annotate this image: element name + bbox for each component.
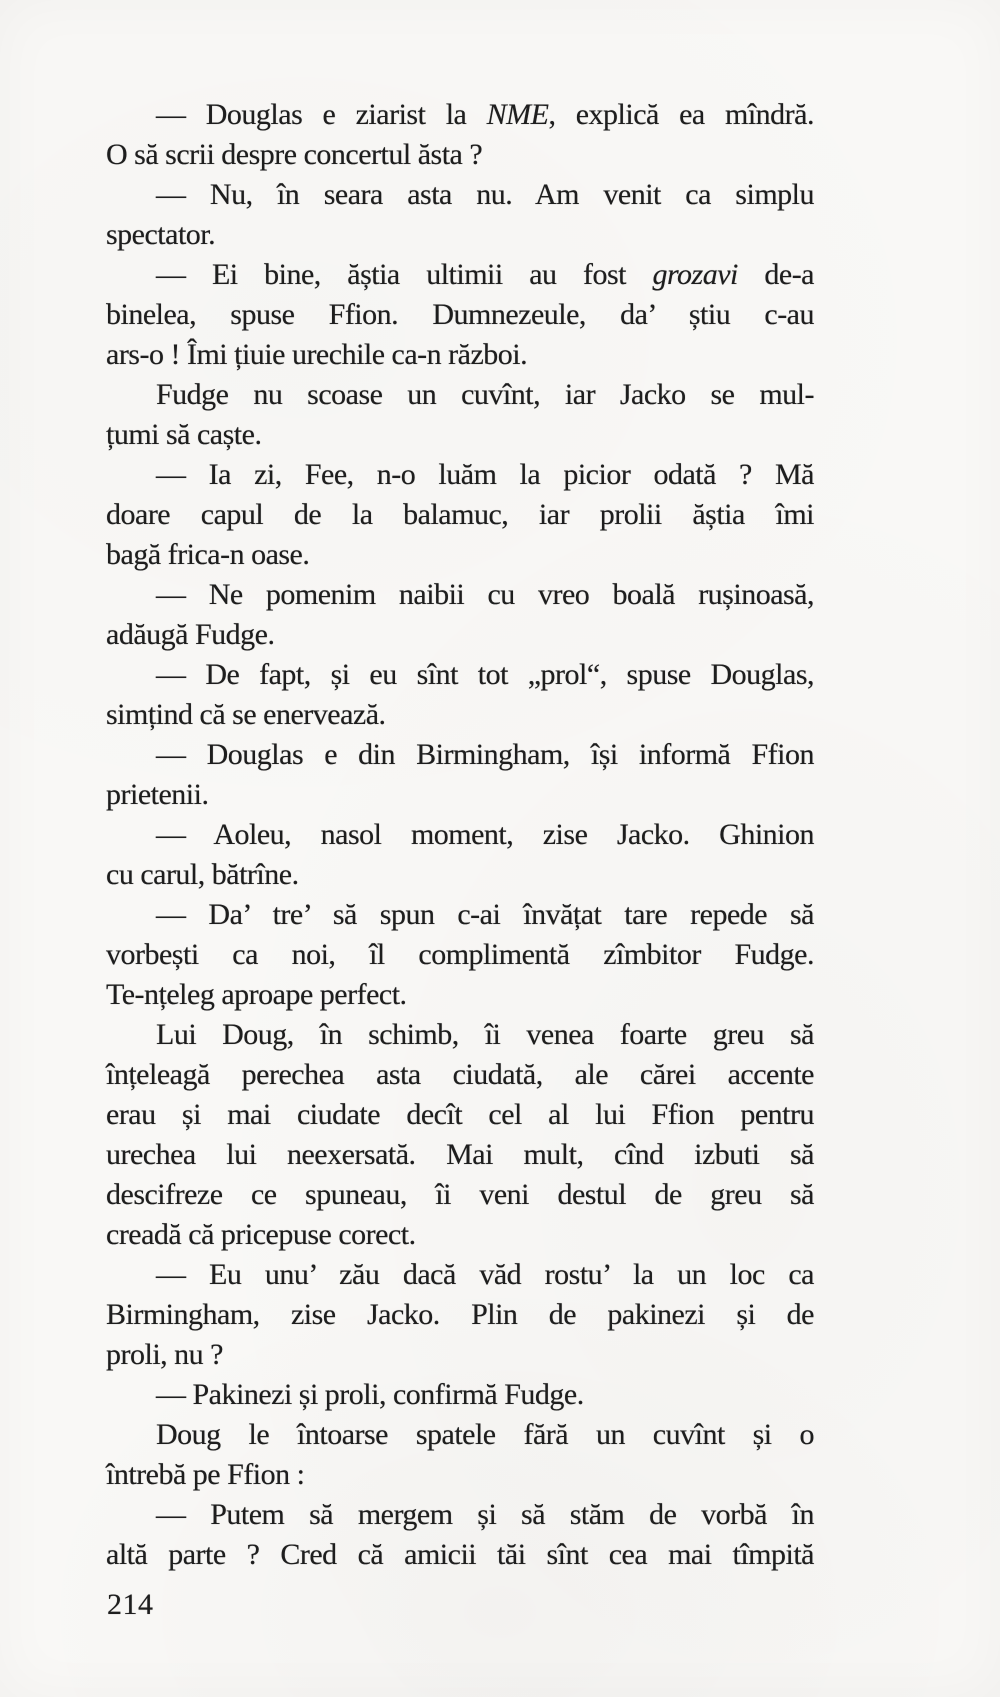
text-line xyxy=(106,695,814,735)
text-line xyxy=(106,1335,814,1375)
text-line xyxy=(106,1495,814,1535)
text-segment: de-a xyxy=(737,258,814,291)
text-line xyxy=(106,1095,814,1135)
text-line xyxy=(106,135,814,175)
text-segment: urechea lui neexersată. Mai mult, cînd izbuti să xyxy=(106,1138,814,1171)
text-segment: prietenii. xyxy=(106,778,209,811)
text-line xyxy=(106,1255,814,1295)
text-line xyxy=(106,855,814,895)
text-segment: — Ne pomenim naibii cu vreo boală rușinoasă, xyxy=(156,578,814,611)
text-line xyxy=(106,775,814,815)
text-line xyxy=(106,455,814,495)
text-segment: bagă frica-n oase. xyxy=(106,538,310,571)
text-line xyxy=(106,1535,814,1575)
text-line xyxy=(106,1055,814,1095)
text-segment-italic: NME xyxy=(486,98,549,131)
text-segment: — Nu, în seara asta nu. Am venit ca simplu xyxy=(156,178,814,211)
text-segment: — Putem să mergem și să stăm de vorbă în xyxy=(156,1498,814,1531)
text-line xyxy=(106,815,814,855)
text-segment: țumi să caște. xyxy=(106,418,262,451)
text-line xyxy=(106,1415,814,1455)
text-line xyxy=(106,215,814,255)
text-segment: spectator. xyxy=(106,218,216,251)
text-segment: — Pakinezi și proli, confirmă Fudge. xyxy=(156,1378,584,1411)
text-segment: , explică ea mîndră. xyxy=(548,98,814,131)
text-segment: Fudge nu scoase un cuvînt, iar Jacko se mul- xyxy=(156,378,814,411)
text-segment: Birmingham, zise Jacko. Plin de pakinezi și de xyxy=(106,1298,814,1331)
text-segment: Lui Doug, în schimb, îi venea foarte greu să xyxy=(156,1018,814,1051)
text-line xyxy=(106,295,814,335)
text-line xyxy=(106,935,814,975)
text-segment: — Eu unu’ zău dacă văd rostu’ la un loc ca xyxy=(156,1258,814,1291)
text-segment: — Ia zi, Fee, n-o luăm la picior odată ? Mă xyxy=(156,458,814,491)
text-segment: vorbești ca noi, îl complimentă zîmbitor Fudge. xyxy=(106,938,814,971)
text-segment: — Douglas e din Birmingham, își informă Ffion xyxy=(156,738,814,771)
text-line xyxy=(106,415,814,455)
text-line xyxy=(106,1175,814,1215)
text-segment: — Da’ tre’ să spun c-ai învățat tare repede să xyxy=(156,898,814,931)
text-segment: — Aoleu, nasol moment, zise Jacko. Ghinion xyxy=(156,818,814,851)
text-segment: erau și mai ciudate decît cel al lui Ffion pentru xyxy=(106,1098,814,1131)
page-text xyxy=(106,95,814,1575)
text-segment: cu carul, bătrîne. xyxy=(106,858,299,891)
text-segment: binelea, spuse Ffion. Dumnezeule, da’ știu c-au xyxy=(106,298,814,331)
text-segment: — De fapt, și eu sînt tot „prol“, spuse Douglas, xyxy=(156,658,814,691)
text-segment: — Douglas e ziarist la xyxy=(156,98,487,131)
text-segment: Doug le întoarse spatele fără un cuvînt și o xyxy=(156,1418,814,1451)
text-line xyxy=(106,1215,814,1255)
text-line xyxy=(106,335,814,375)
text-line xyxy=(106,1015,814,1055)
text-segment: creadă că pricepuse corect. xyxy=(106,1218,416,1251)
text-segment: Te-nțeleg aproape perfect. xyxy=(106,978,407,1011)
text-segment: altă parte ? Cred că amicii tăi sînt cea mai tîmpită xyxy=(106,1538,814,1571)
text-line xyxy=(106,95,814,135)
page-number: 214 xyxy=(107,1588,154,1621)
text-line xyxy=(106,975,814,1015)
text-segment: O să scrii despre concertul ăsta ? xyxy=(106,138,483,171)
text-line xyxy=(106,255,814,295)
text-line xyxy=(106,175,814,215)
text-line xyxy=(106,535,814,575)
text-line xyxy=(106,615,814,655)
text-segment: descifreze ce spuneau, îi veni destul de greu să xyxy=(106,1178,814,1211)
text-line xyxy=(106,575,814,615)
text-line xyxy=(106,1375,814,1415)
text-segment: simțind că se enervează. xyxy=(106,698,386,731)
text-segment: ars-o ! Îmi țiuie urechile ca-n război. xyxy=(106,338,528,371)
text-line xyxy=(106,735,814,775)
text-line xyxy=(106,1135,814,1175)
text-line xyxy=(106,655,814,695)
text-segment: întrebă pe Ffion : xyxy=(106,1458,305,1491)
text-line xyxy=(106,895,814,935)
text-segment-italic: grozavi xyxy=(652,258,738,291)
text-segment: adăugă Fudge. xyxy=(106,618,275,651)
text-segment: doare capul de la balamuc, iar prolii ăștia îmi xyxy=(106,498,814,531)
text-segment: proli, nu ? xyxy=(106,1338,223,1371)
text-segment: — Ei bine, ăștia ultimii au fost xyxy=(156,258,653,291)
text-line xyxy=(106,1455,814,1495)
text-line xyxy=(106,495,814,535)
text-segment: înțeleagă perechea asta ciudată, ale cărei accente xyxy=(106,1058,814,1091)
text-line xyxy=(106,375,814,415)
text-line xyxy=(106,1295,814,1335)
